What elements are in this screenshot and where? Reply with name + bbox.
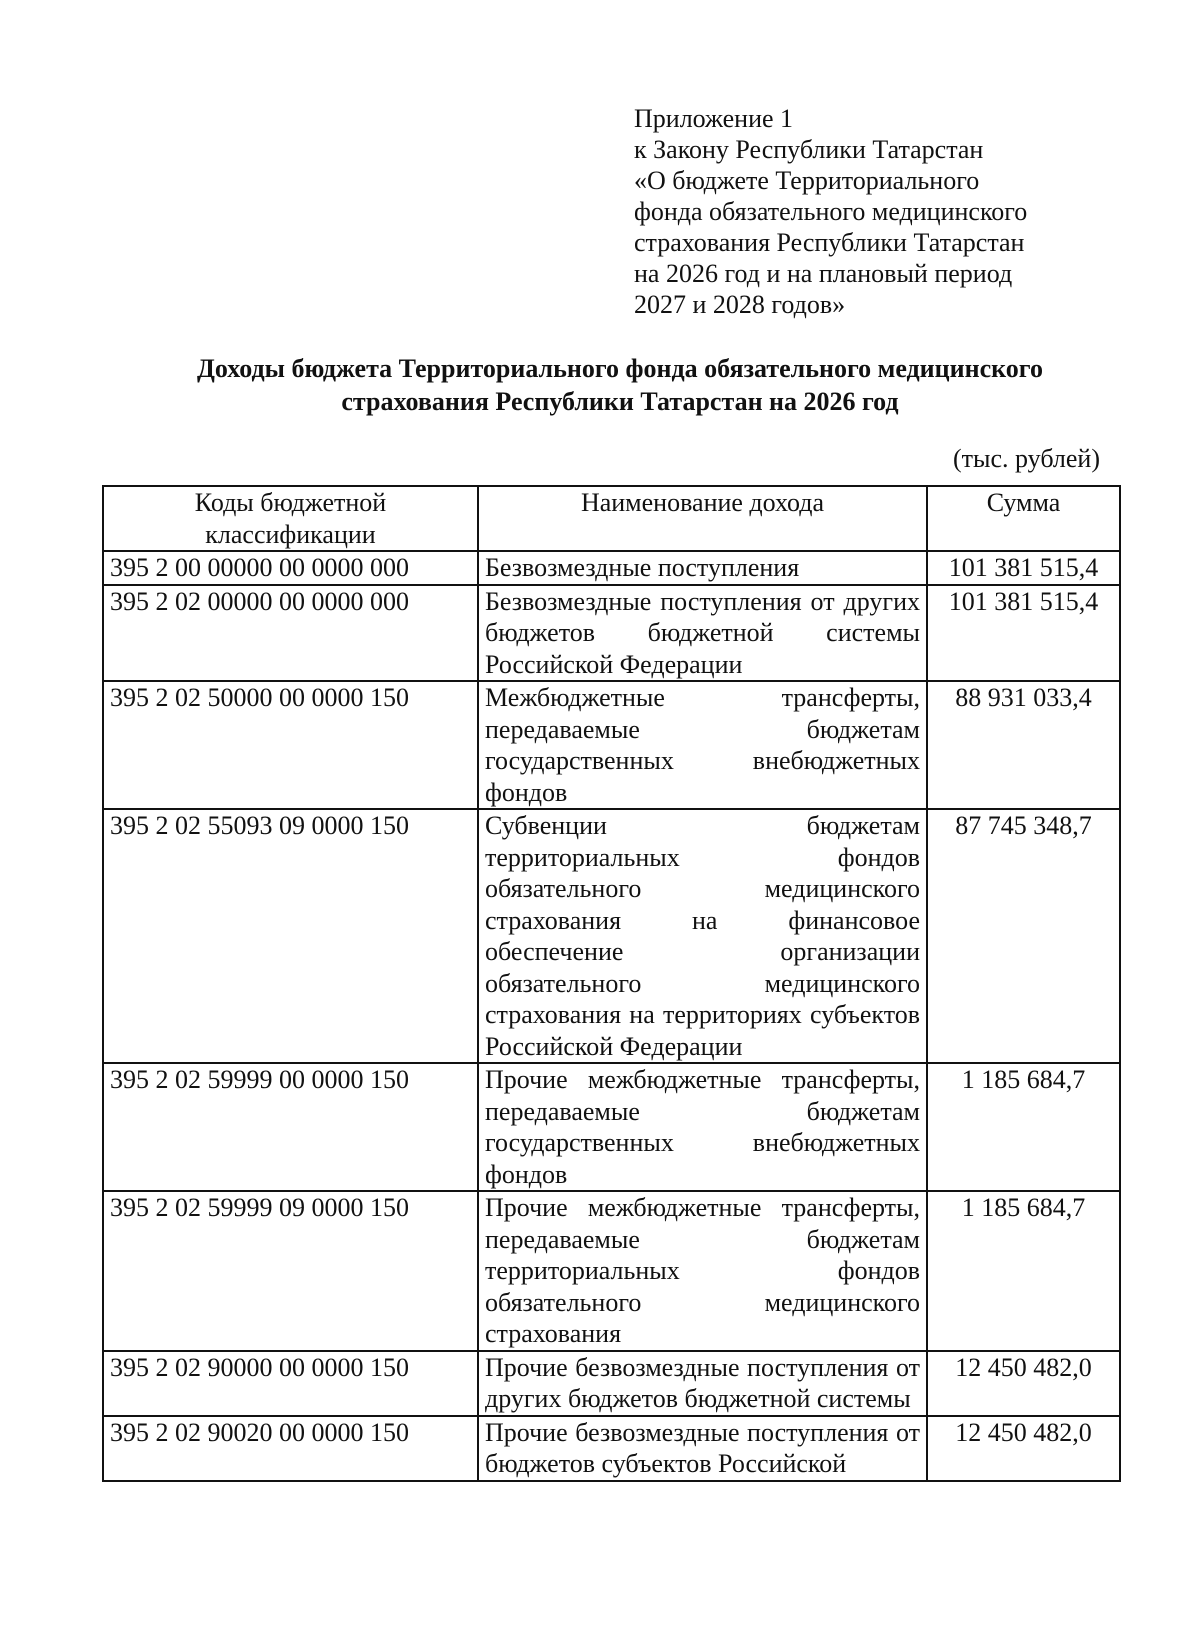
cell-code: 395 2 02 90020 00 0000 150: [103, 1416, 478, 1481]
cell-name: Безвозмездные поступления от других бюджетов бюджетной системы Российской Федерации: [478, 585, 927, 682]
cell-code: 395 2 02 90000 00 0000 150: [103, 1351, 478, 1416]
table-row: [103, 1063, 1120, 1191]
appendix-line: Приложение 1: [634, 104, 794, 133]
document-title: [100, 352, 1140, 418]
cell-sum: 1 185 684,7: [927, 1063, 1120, 1191]
appendix-line: «О бюджете Территориального: [634, 166, 980, 195]
cell-sum: 87 745 348,7: [927, 809, 1120, 1063]
appendix-line: к Закону Республики Татарстан: [634, 135, 984, 164]
income-table-wrapper: [102, 485, 1121, 1482]
header-sum: Сумма: [927, 486, 1120, 551]
table-row: [103, 681, 1120, 809]
appendix-line: на 2026 год и на плановый период: [634, 259, 1013, 288]
units-label: (тыс. рублей): [952, 444, 1100, 473]
appendix-block: [634, 103, 1154, 320]
cell-code: 395 2 02 59999 09 0000 150: [103, 1191, 478, 1351]
cell-name: Прочие межбюджетные трансферты, передаваемые бюджетам государственных внебюджетных фондов: [478, 1063, 927, 1191]
cell-sum: 1 185 684,7: [927, 1191, 1120, 1351]
header-name: Наименование дохода: [478, 486, 927, 551]
document-title-line: страхования Республики Татарстан на 2026 год: [341, 387, 899, 416]
cell-name: Межбюджетные трансферты, передаваемые бюджетам государственных внебюджетных фондов: [478, 681, 927, 809]
table-row: [103, 1191, 1120, 1351]
table-header-row: [103, 486, 1120, 551]
cell-sum: 12 450 482,0: [927, 1416, 1120, 1481]
table-row: [103, 1351, 1120, 1416]
appendix-line: 2027 и 2028 годов»: [634, 290, 846, 319]
cell-sum: 101 381 515,4: [927, 585, 1120, 682]
cell-name: Субвенции бюджетам территориальных фондов обязательного медицинского страхования на финансовое обеспечение организации обязательного медицинского страхования на территориях субъектов Российской Федерации: [478, 809, 927, 1063]
document-title-line: Доходы бюджета Территориального фонда обязательного медицинского: [197, 354, 1043, 383]
cell-name: Прочие безвозмездные поступления от бюджетов субъектов Российской: [478, 1416, 927, 1481]
cell-code: 395 2 02 50000 00 0000 150: [103, 681, 478, 809]
income-table: [102, 485, 1121, 1482]
header-code: Коды бюджетной классификации: [103, 486, 478, 551]
cell-name: Безвозмездные поступления: [478, 551, 927, 585]
cell-code: 395 2 02 00000 00 0000 000: [103, 585, 478, 682]
appendix-line: страхования Республики Татарстан: [634, 228, 1025, 257]
cell-sum: 12 450 482,0: [927, 1351, 1120, 1416]
table-row: [103, 809, 1120, 1063]
table-row: [103, 585, 1120, 682]
cell-name: Прочие безвозмездные поступления от других бюджетов бюджетной системы: [478, 1351, 927, 1416]
cell-code: 395 2 00 00000 00 0000 000: [103, 551, 478, 585]
cell-code: 395 2 02 55093 09 0000 150: [103, 809, 478, 1063]
table-row: [103, 551, 1120, 585]
appendix-line: фонда обязательного медицинского: [634, 197, 1028, 226]
cell-name: Прочие межбюджетные трансферты, передаваемые бюджетам территориальных фондов обязательного медицинского страхования: [478, 1191, 927, 1351]
table-row: [103, 1416, 1120, 1481]
cell-code: 395 2 02 59999 00 0000 150: [103, 1063, 478, 1191]
cell-sum: 101 381 515,4: [927, 551, 1120, 585]
cell-sum: 88 931 033,4: [927, 681, 1120, 809]
